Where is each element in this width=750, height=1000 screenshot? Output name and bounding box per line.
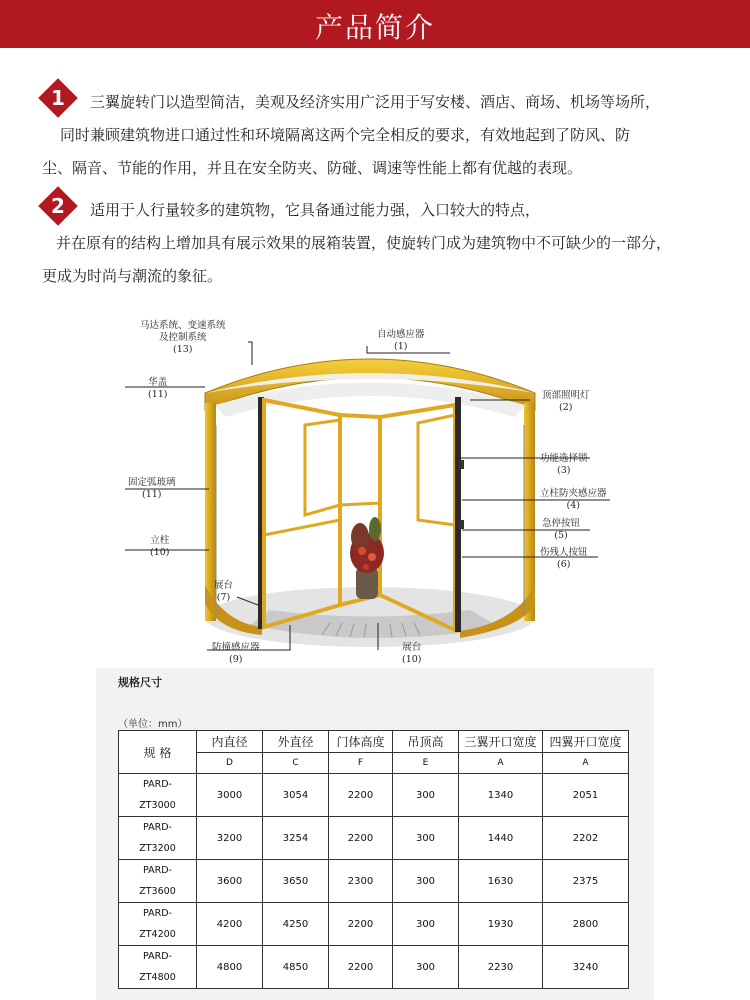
header-inner-diameter: 内直径 [197,731,263,753]
symbol-cell: C [263,753,329,774]
label-auto-sensor: 自动感应器 (1) [377,329,425,352]
table-cell: 3000 [197,774,263,817]
spec-table [118,730,629,989]
model-cell: PARD- ZT3000 [119,774,197,817]
table-cell: 300 [393,774,459,817]
number-badge-2: 2 [38,186,78,226]
table-cell: 4850 [263,946,329,989]
label-motor-system: 马达系统、变速系统 及控制系统 (13) [140,320,226,355]
label-display-stand-bottom: 展台 (10) [402,642,422,665]
revolving-door-diagram [0,305,750,670]
table-cell: 1630 [459,860,543,903]
model-cell: PARD- ZT3200 [119,817,197,860]
table-cell: 4800 [197,946,263,989]
table-cell: 300 [393,817,459,860]
table-cell: 4200 [197,903,263,946]
revolving-door-illustration [0,305,750,670]
symbol-cell: D [197,753,263,774]
table-cell: 4250 [263,903,329,946]
symbol-cell: F [329,753,393,774]
table-cell: 300 [393,903,459,946]
table-cell: 3240 [543,946,629,989]
header-ceiling-height: 吊顶高 [393,731,459,753]
header-outer-diameter: 外直径 [263,731,329,753]
table-cell: 3254 [263,817,329,860]
table-header-row [119,731,629,753]
intro-1-line-3: 尘、隔音、节能的作用，并且在安全防夹、防碰、调速等性能上都有优越的表现。 [42,159,583,177]
page-title: 产品简介 [314,11,435,44]
model-cell: PARD- ZT4200 [119,903,197,946]
intro-2-line-1: 适用于人行量较多的建筑物，它具备通过能力强，入口较大的特点， [90,201,541,219]
title-banner [0,0,750,48]
table-cell: 3600 [197,860,263,903]
table-cell: 2230 [459,946,543,989]
label-disabled-button: 伤残人按钮 (6) [540,547,588,570]
table-cell: 1340 [459,774,543,817]
table-cell: 3650 [263,860,329,903]
table-cell: 2300 [329,860,393,903]
table-cell: 300 [393,860,459,903]
table-cell: 3200 [197,817,263,860]
symbol-cell: A [459,753,543,774]
symbol-cell: E [393,753,459,774]
table-cell: 2200 [329,817,393,860]
table-cell: 2202 [543,817,629,860]
label-display-stand-left: 展台 (7) [214,580,234,603]
table-cell: 2200 [329,774,393,817]
header-three-wing-width: 三翼开口宽度 [459,731,543,753]
table-cell: 1930 [459,903,543,946]
table-row [119,860,629,903]
table-cell: 3054 [263,774,329,817]
intro-2-line-2: 并在原有的结构上增加具有展示效果的展箱装置，使旋转门成为建筑物中不可缺少的一部分， [56,234,672,252]
label-top-light: 顶部照明灯 (2) [542,390,590,413]
table-row [119,903,629,946]
table-row [119,774,629,817]
header-model: 规 格 [119,731,197,774]
table-cell: 2800 [543,903,629,946]
spec-title: 规格尺寸 [118,676,162,689]
intro-1-line-2: 同时兼顾建筑物进口通过性和环境隔离这两个完全相反的要求，有效地起到了防风、防 [60,126,631,144]
table-cell: 2200 [329,903,393,946]
table-cell: 2051 [543,774,629,817]
intro-2-line-3: 更成为时尚与潮流的象征。 [42,267,223,285]
label-pillar: 立柱 (10) [150,535,170,558]
header-door-height: 门体高度 [329,731,393,753]
label-fixed-glass: 固定弧玻璃 (11) [128,477,176,500]
table-row [119,817,629,860]
label-pillar-sensor: 立柱防夹感应器 (4) [540,488,607,511]
table-cell: 2200 [329,946,393,989]
table-cell: 300 [393,946,459,989]
model-cell: PARD- ZT3600 [119,860,197,903]
intro-1-line-1: 三翼旋转门以造型简洁，美观及经济实用广泛用于写安楼、酒店、商场、机场等场所， [90,93,661,111]
label-bump-sensor: 防撞感应器 (9) [212,642,260,665]
number-badge-1: 1 [38,78,78,118]
spec-unit: （单位：mm） [118,719,188,730]
table-cell: 1440 [459,817,543,860]
symbol-cell: A [543,753,629,774]
table-row [119,946,629,989]
spec-section [96,668,654,1000]
table-cell: 2375 [543,860,629,903]
label-canopy: 华盖 (11) [148,377,168,400]
label-emergency-stop: 急停按钮 (5) [542,518,581,541]
header-four-wing-width: 四翼开口宽度 [543,731,629,753]
label-function-lock: 功能选择锁 (3) [540,453,588,476]
model-cell: PARD- ZT4800 [119,946,197,989]
